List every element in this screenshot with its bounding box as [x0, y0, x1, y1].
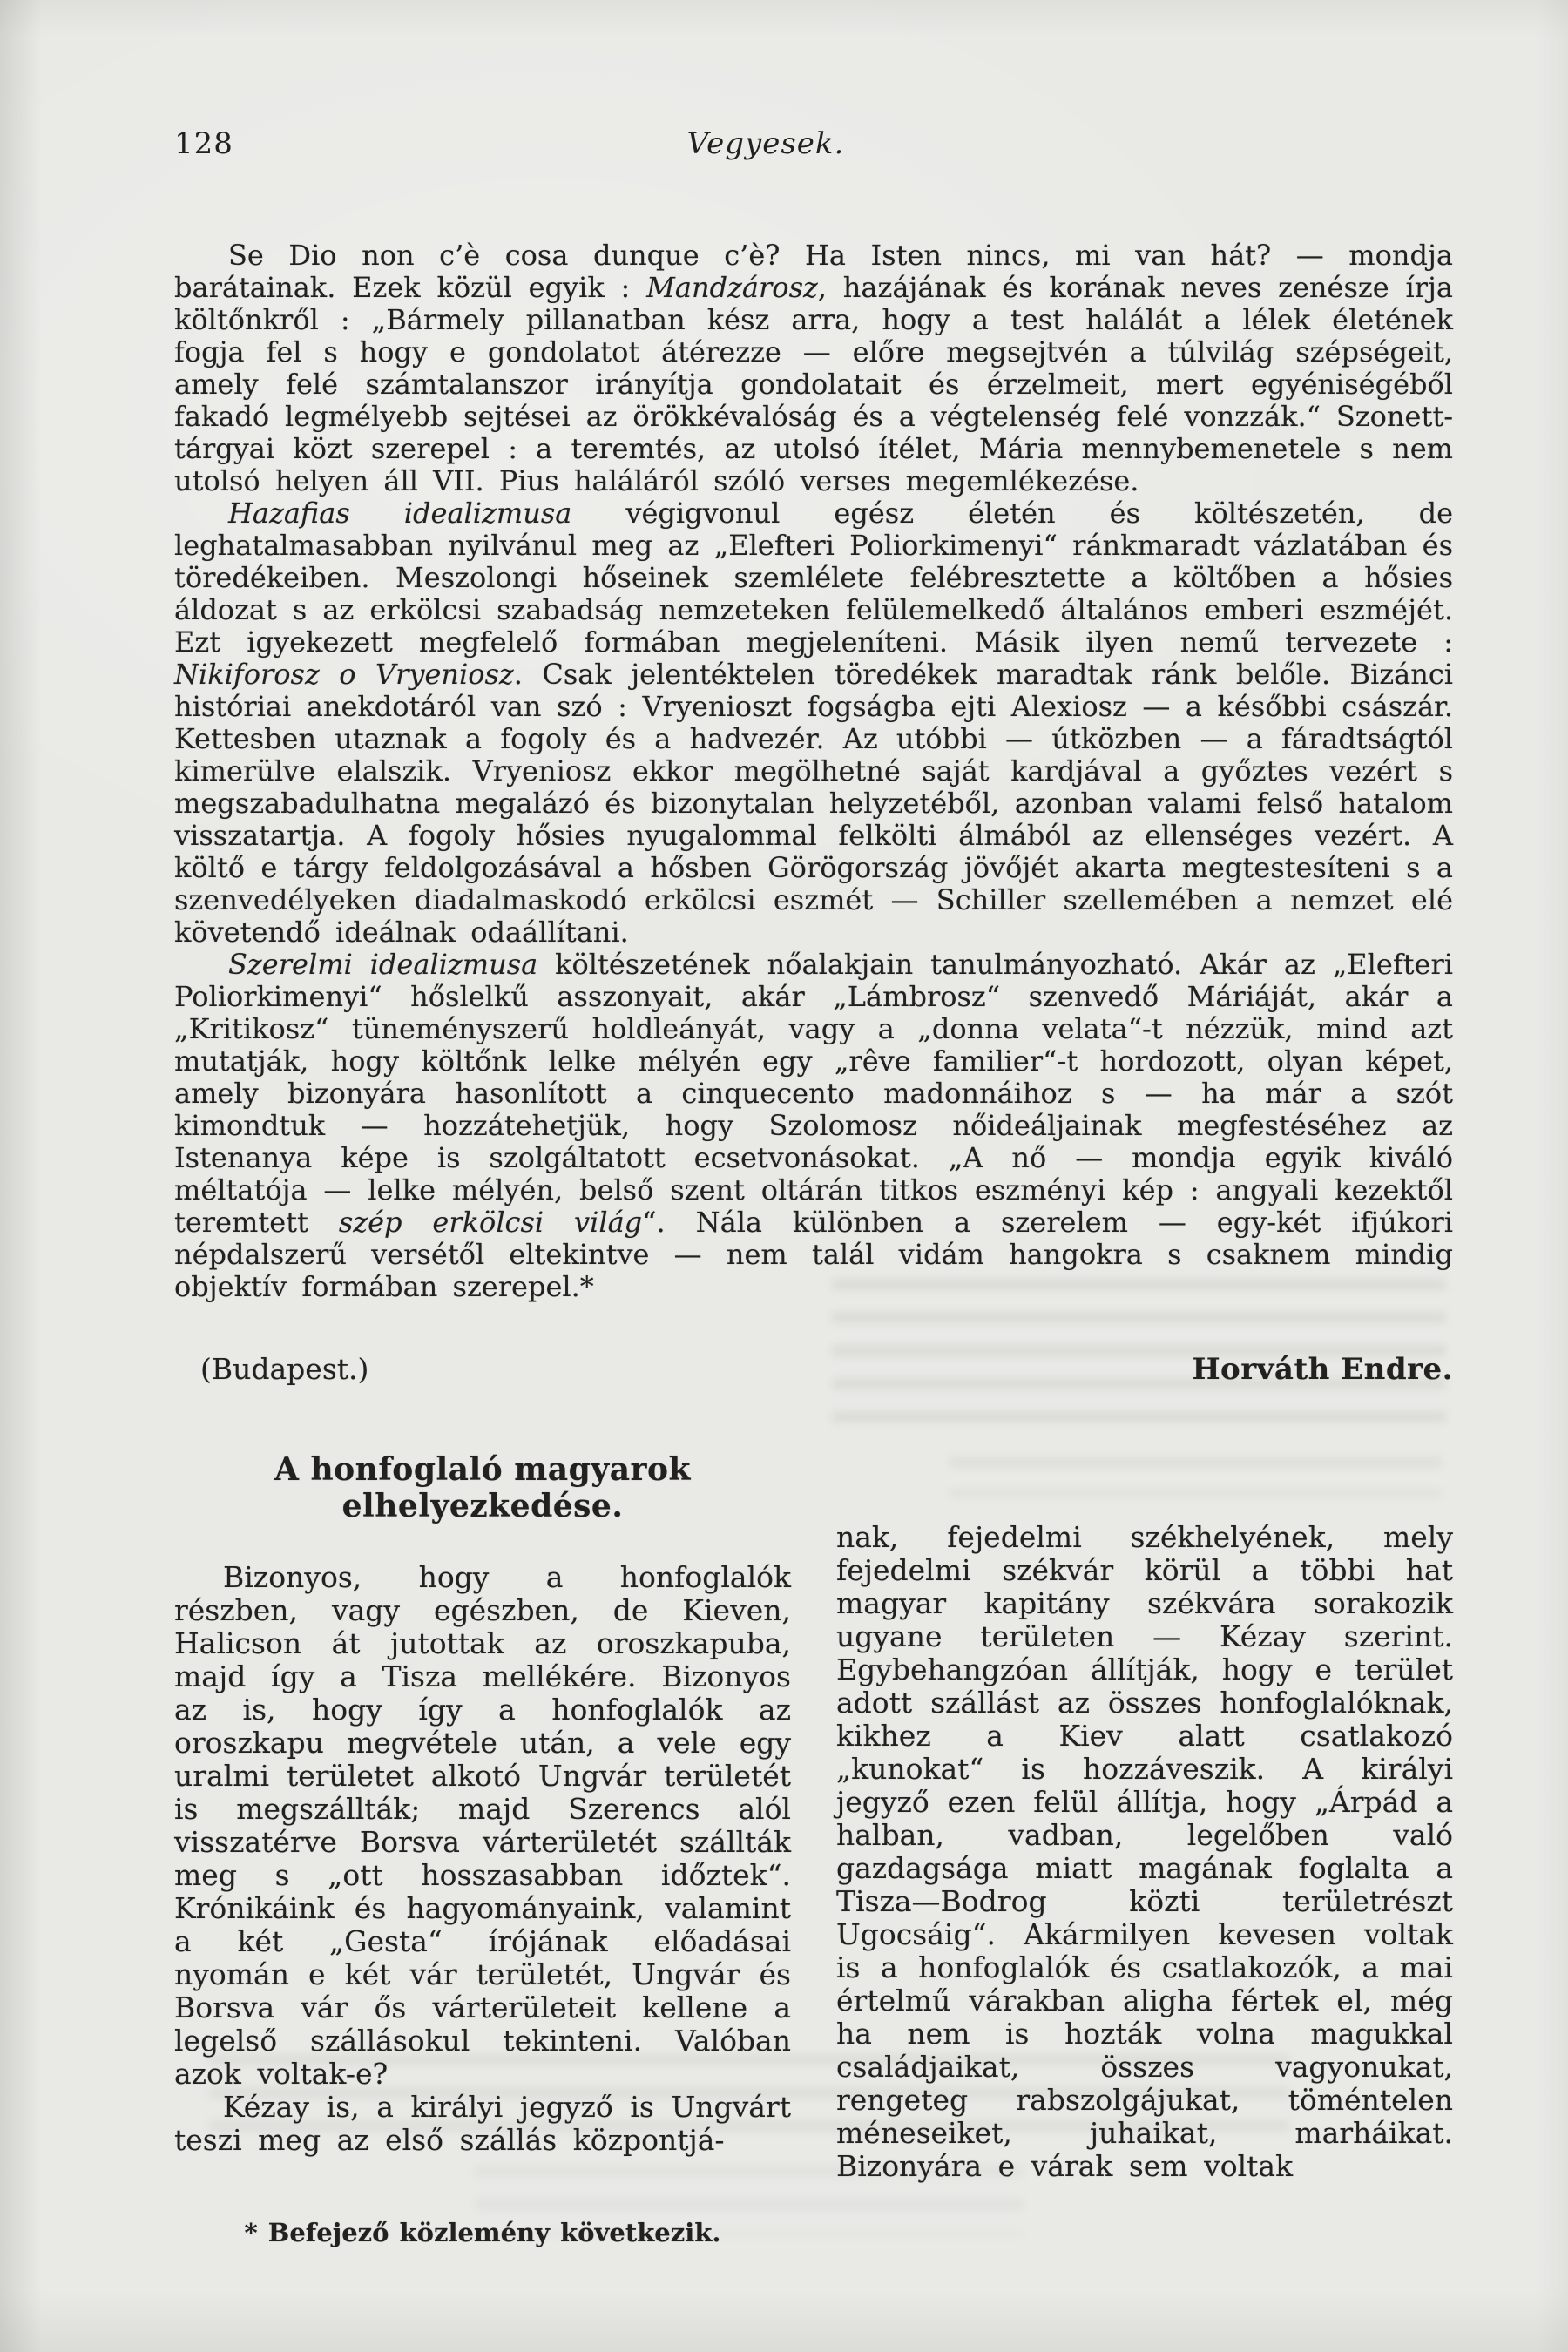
page-number: 128: [174, 126, 233, 161]
column-paragraph: Kézay is, a királyi jegyző is Ungvárt teszi meg az első szállás központjá-: [174, 2090, 791, 2157]
column-left: [174, 1451, 791, 2247]
footnote: * Befejező közlemény következik.: [244, 2218, 721, 2247]
signature-row: [174, 1352, 1453, 1387]
text-block: [174, 126, 1453, 2247]
author-signature: Horváth Endre.: [1192, 1352, 1453, 1387]
column-right: [836, 1451, 1453, 2247]
article-paragraph: Szerelmi idealizmusa költészetének nőalakjain tanulmányozható. Akár az „Elefteri Poliorkimenyi“ hőslelkű asszonyait, akár „Lámbrosz“ szenvedő Máriáját, akár a „Kritikosz“ tüneményszerű holdleányát, vagy a „donna velata“-t nézzük, mind azt mutatják, hogy költőnk lelke mélyén egy „rêve familier“-t hordozott, olyan képet, amely bizonyára hasonlított a cinquecento madonnáihoz s — ha már a szót kimondtuk — hozzátehetjük, hogy Szolomosz nőideáljainak megfestéséhez az Istenanya képe is szolgáltatott ecsetvonásokat. „A nő — mondja egyik kiváló méltatója — lelke mélyén, belső szent oltárán titkos eszményi kép : angyali kezektől teremtett szép erkölcsi világ“. Nála különben a szerelem — egy-két ifjúkori népdalszerű versétől eltekintve — nem talál vidám hangokra s csaknem mindig objektív formában szerepel.*: [174, 948, 1454, 1303]
two-column-section: [174, 1451, 1453, 2247]
place-note: (Budapest.): [200, 1352, 369, 1386]
article-paragraph: Hazafias idealizmusa végigvonul egész életén és költészetén, de leghatalmasabban nyilvánul meg az „Elefteri Poliorkimenyi“ ránkmaradt vázlatában és töredékeiben. Meszolongi hőseinek szemlélete felébresztette a költőben a hősies áldozat s az erkölcsi szabadság nemzeteken felülemelkedő általános emberi eszméjét. Ezt igyekezett megfelelő formában megjeleníteni. Másik ilyen nemű tervezete : Nikiforosz o Vryeniosz. Csak jelentéktelen töredékek maradtak ránk belőle. Bizánci históriai anekdotáról van szó : Vryenioszt fogságba ejti Alexiosz — a későbbi császár. Kettesben utaznak a fogoly és a hadvezér. Az utóbbi — útközben — a fáradtságtól kimerülve elalszik. Vryeniosz ekkor megölhetné saját kardjával a győztes vezért s megszabadulhatna megalázó és bizonytalan helyzetéből, azonban valami felső hatalom visszatartja. A fogoly hősies nyugalommal felkölti álmából az ellenséges vezért. A költő e tárgy feldolgozásával a hősben Görögország jövőjét akarta megtestesíteni s a szenvedélyeken diadalmaskodó erkölcsi eszmét — Schiller szellemében a nemzet elé követendő ideálnak odaállítani.: [174, 497, 1454, 949]
page-header: [174, 126, 1453, 165]
running-title: Vegyesek.: [686, 126, 845, 161]
article-paragraph: Se Dio non c’è cosa dunque c’è? Ha Isten nincs, mi van hát? — mondja barátainak. Ezek közül egyik : Mandzárosz, hazájának és korának neves zenésze írja költőnkről : „Bármely pillanatban kész arra, hogy a test halálát a lélek életének fogja fel s hogy e gondolatot átérezze — előre megsejtvén a túlvilág szépségeit, amely felé számtalanszor irányítja gondolatait és érzelmeit, mert egyéniségéből fakadó legmélyebb sejtései az örökkévalóság és a végtelenség felé vonzzák.“ Szonett-tárgyai közt szerepel : a teremtés, az utolsó ítélet, Mária mennybemenetele s nem utolsó helyen áll VII. Pius haláláról szóló verses megemlékezése.: [174, 239, 1454, 497]
column-paragraph: nak, fejedelmi székhelyének, mely fejedelmi székvár körül a többi hat magyar kapitány székvára sorakozik ugyane területen — Kézay szerint. Egybehangzóan állítják, hogy e terület adott szállást az összes honfoglalóknak, kikhez a Kiev alatt csatlakozó „kunokat“ is hozzáveszik. A királyi jegyző ezen felül állítja, hogy „Árpád a halban, vadban, legelőben való gazdagsága miatt magának foglalta a Tisza—Bodrog közti területrészt Ugocsáig“. Akármilyen kevesen voltak is a honfoglalók és csatlakozók, a mai értelmű várakban aligha fértek el, még ha nem is hozták volna magukkal családjaikat, összes vagyonukat, rengeteg rabszolgájukat, töméntelen méneseiket, juhaikat, marháikat. Bizonyára e várak sem voltak: [836, 1520, 1453, 2183]
article-title: A honfoglaló magyarok elhelyezkedése.: [274, 1451, 691, 1524]
column-paragraph: Bizonyos, hogy a honfoglalók részben, vagy egészben, de Kieven, Halicson át jutottak az oroszkapuba, majd így a Tisza mellékére. Bizonyos az is, hogy így a honfoglalók az oroszkapu megvétele után, a vele egy uralmi területet alkotó Ungvár területét is megszállták; majd Szerencs alól visszatérve Borsva várterületét szállták meg s „ott hosszasabban időztek“. Krónikáink és hagyományaink, valamint a két „Gesta“ írójának előadásai nyomán e két vár területét, Ungvár és Borsva vár ős várterületeit kellene a legelső szállásokul tekinteni. Valóban azok voltak-e?: [174, 1560, 791, 2091]
